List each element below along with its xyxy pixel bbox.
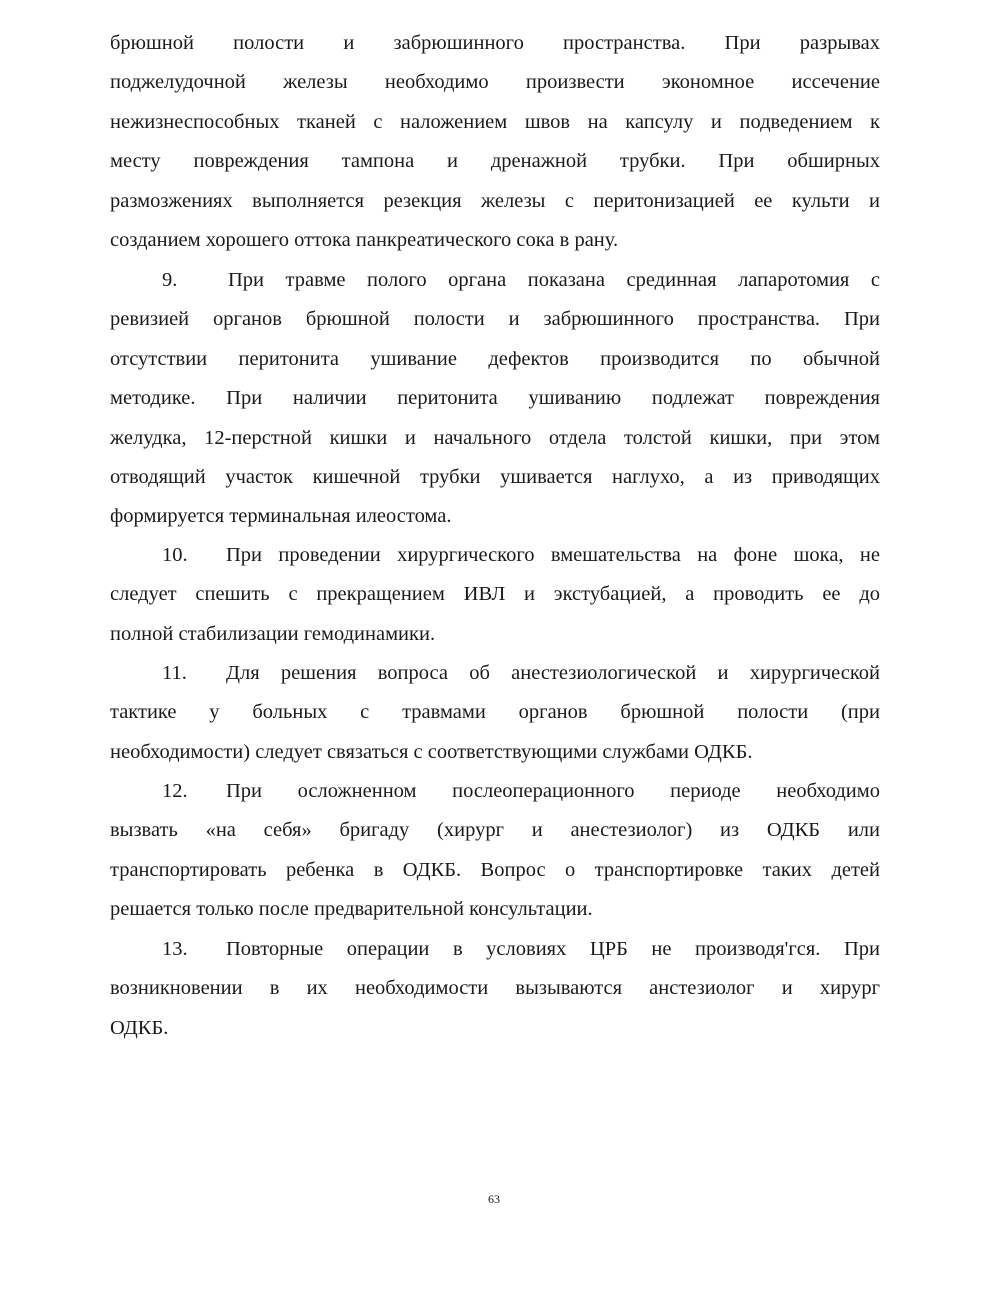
list-item-text: При проведении хирургического вмешательства на фоне шока, не <box>226 544 880 566</box>
list-item-number: 11. <box>162 662 187 684</box>
list-item-first-line <box>110 930 880 969</box>
list-item-number: 12. <box>162 780 188 802</box>
text-line: отводящий участок кишечной трубки ушивается наглухо, а из приводящих <box>110 465 880 488</box>
text-line: вызвать «на себя» бригаду (хирург и анестезиолог) из ОДКБ или <box>110 819 880 842</box>
list-item-text: Повторные операции в условиях ЦРБ не производя'гся. При <box>226 938 880 960</box>
list-item-number: 13. <box>162 938 188 960</box>
text-line: ОДКБ. <box>110 1016 169 1039</box>
text-line: созданием хорошего оттока панкреатического сока в рану. <box>110 228 619 251</box>
page-number: 63 <box>488 1192 500 1206</box>
text-line: месту повреждения тампона и дренажной трубки. При обширных <box>110 150 880 173</box>
list-item-first-line <box>110 654 880 693</box>
text-line: следует спешить с прекращением ИВЛ и экстубацией, а проводить ее до <box>110 583 880 606</box>
text-line: нежизнеспособных тканей с наложением швов на капсулу и подведением к <box>110 110 880 133</box>
text-line: полной стабилизации гемодинамики. <box>110 622 436 645</box>
list-item-text: При осложненном послеоперационного периоде необходимо <box>226 780 880 802</box>
list-item-text: При травме полого органа показана срединная лапаротомия с <box>228 269 880 291</box>
list-item-first-line <box>110 536 880 575</box>
list-item-first-line <box>110 261 880 300</box>
text-line: транспортировать ребенка в ОДКБ. Вопрос о транспортировке таких детей <box>110 858 880 881</box>
list-item-number: 10. <box>162 544 188 566</box>
text-line: решается только после предварительной консультации. <box>110 898 593 921</box>
text-line: поджелудочной железы необходимо произвести экономное иссечение <box>110 71 880 94</box>
text-line: отсутствии перитонита ушивание дефектов производится по обычной <box>110 347 880 370</box>
list-item-number: 9. <box>162 269 178 291</box>
list-item-9 <box>110 261 880 537</box>
text-line: тактике у больных с травмами органов брюшной полости (при <box>110 701 880 724</box>
text-line: ревизией органов брюшной полости и забрюшинного пространства. При <box>110 308 880 331</box>
list-item-first-line <box>110 772 880 811</box>
text-line: методике. При наличии перитонита ушиванию подлежат повреждения <box>110 387 880 410</box>
list-item-12 <box>110 772 880 930</box>
text-line: желудка, 12-перстной кишки и начального отдела толстой кишки, при этом <box>110 426 880 449</box>
list-item-11 <box>110 654 880 772</box>
continuation-paragraph <box>110 24 880 260</box>
list-item-text: Для решения вопроса об анестезиологической и хирургической <box>226 662 880 684</box>
text-line: размозжениях выполняется резекция железы с перитонизацией ее культи и <box>110 189 880 212</box>
list-item-10 <box>110 536 880 654</box>
text-line: брюшной полости и забрюшинного пространства. При разрывах <box>110 32 880 54</box>
text-line: возникновении в их необходимости вызываются анстезиолог и хирург <box>110 977 880 1000</box>
text-line: формируется терминальная илеостома. <box>110 505 452 528</box>
list-item-13 <box>110 930 880 1048</box>
text-line: необходимости) следует связаться с соответствующими службами ОДКБ. <box>110 740 753 763</box>
